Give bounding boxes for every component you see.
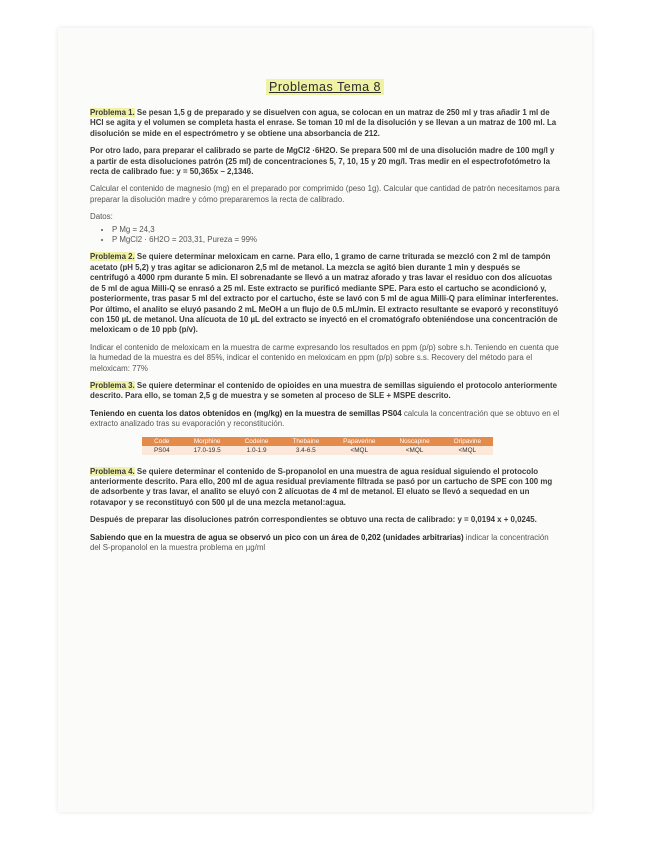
table-header: Code [142,437,182,446]
problem-2-statement: Problema 2. Se quiere determinar meloxicam en carne. Para ello, 1 gramo de carne triturada se mezcló con 2 ml de tampón acetato (pH 5,2) y tras agitar se adicionaron 2,5 ml de metanol. La mezcla se agitó bien durante 1 min y después se centrifugó a 4000 rpm durante 5 min. El sobrenadante se llevó a un matraz aforado y tras lavar el residuo con dos alícuotas de 5 ml de agua Milli-Q se enrasó a 25 ml. Este extracto se purificó mediante SPE. Para esto el cartucho se acondicionó y, posteriormente, tras pasar 5 ml del extracto por el cartucho, éste se lavó con 5 ml de agua Milli-Q para eliminar interferentes. Por último, el analito se eluyó pasando 2 mL MeOH a un flujo de 0.5 mL/min. El extracto resultante se evaporó y reconstituyó con 150 µL de metanol. Una alícuota de 10 µL del extracto se inyectó en el cromatógrafo obteniéndose una concentración de meloxicam o de 10 ppb (p/v). [90,252,559,335]
problem-4-statement: Problema 4. Se quiere determinar el contenido de S-propanolol en una muestra de agua residual siguiendo el protocolo anteriormente descrito. Para ello, 200 ml de agua residual previamente filtrada se pasó por un cartucho de SPE con 100 mg de adsorbente y tras lavar, el analito se eluyó con 2 alícuotas de 4 ml de metanol. El eluato se llevó a sequedad en un rotavapor y se reconstituyó con 500 µl de una mezcla metanol:agua. [90,466,553,507]
problem-2-label: Problema 2. [90,252,135,262]
problem-1-question: Calcular el contenido de magnesio (mg) en el preparado por comprimido (peso 1g). Calcular que cantidad de patrón necesitamos para preparar la disolución madre y cómo prepararemos la recta de calibrado. [90,184,560,204]
list-item: • P MgCl2 · 6H2O = 203,31, Pureza = 99% [112,235,560,245]
table-header: Thebaine [280,437,331,446]
table-cell: 1.0-1.9 [233,446,281,455]
problem-2-question: Indicar el contenido de meloxicam en la muestra de carme expresando los resultados en ppm (p/p) sobre s.h. Teniendo en cuenta que la humedad de la muestra es del 85%, indicar el contenido en meloxicam en ppm (p/p) sobre s.s. Recovery del método para el meloxicam: 77% [90,342,559,373]
table-header: Morphine [182,437,233,446]
problem-3-label: Problema 3. [90,380,135,390]
document-content [90,80,560,560]
table-row [142,446,493,455]
problem-3-question: Teniendo en cuenta los datos obtenidos en (mg/kg) en la muestra de semillas PS04 calcula la concentración que se obtuvo en el extracto analizado tras su evaporación y reconstitución. [90,408,560,429]
problem-4-calibration: Después de preparar las disoluciones patrón correspondientes se obtuvo una recta de calibrado: y = 0,0194 x + 0,0245. [90,515,537,525]
problem-1-label: Problema 1. [90,108,135,117]
table-header: Codeine [233,437,281,446]
problem-4-question: Sabiendo que en la muestra de agua se observó un pico con un área de 0,202 (unidades arbitrarias) indicar la concentración del S-propanolol en la muestra problema en µg/ml [90,532,549,552]
problem-1-statement: Problema 1. Se pesan 1,5 g de preparado y se disuelven con agua, se colocan en un matraz de 250 ml y tras añadir 1 ml de HCl se agita y el volumen se completa hasta el enrase. Se toman 10 ml de la disolución y se llevan a un matraz de 100 ml. La disolución se mide en el espectrómetro y se obtiene una absorbancia de 212. [90,108,557,138]
table-cell: 17.0-19.5 [182,446,233,455]
problem-3-statement: Problema 3. Se quiere determinar el contenido de opioides en una muestra de semillas siguiendo el protocolo anteriormente descrito. Para ello, se toman 2,5 g de muestra y se someten al proceso de SLE + MSPE descrito. [90,380,557,401]
table-cell: <MQL [387,446,441,455]
document-page [58,28,592,812]
list-item: • P Mg = 24,3 [112,225,560,235]
table-header: Oripavine [442,437,493,446]
table-header: Papaverine [331,437,387,446]
table-cell: 3.4-6.5 [280,446,331,455]
problem-1-calibration: Por otro lado, para preparar el calibrado se parte de MgCl2 ·6H2O. Se prepara 500 ml de una disolución madre de 100 mg/l y a partir de esta disoluciones patrón (25 ml) de concentraciones 5, 7, 10, 15 y 20 mg/l. Tras medir en el espectrofotómetro la recta de calibrado fue: y = 50,365x – 2,1346. [90,146,555,177]
table-header-row [142,437,493,446]
problem-1-data-list [90,225,560,246]
problem-4-label: Problema 4. [90,466,135,476]
table-header: Noscapine [387,437,441,446]
table-cell: PS04 [142,446,182,455]
opioids-table [142,437,493,455]
problem-1-data-label: Datos: [90,212,113,222]
page-title: Problemas Tema 8 [90,80,560,94]
table-cell: <MQL [331,446,387,455]
table-cell: <MQL [442,446,493,455]
